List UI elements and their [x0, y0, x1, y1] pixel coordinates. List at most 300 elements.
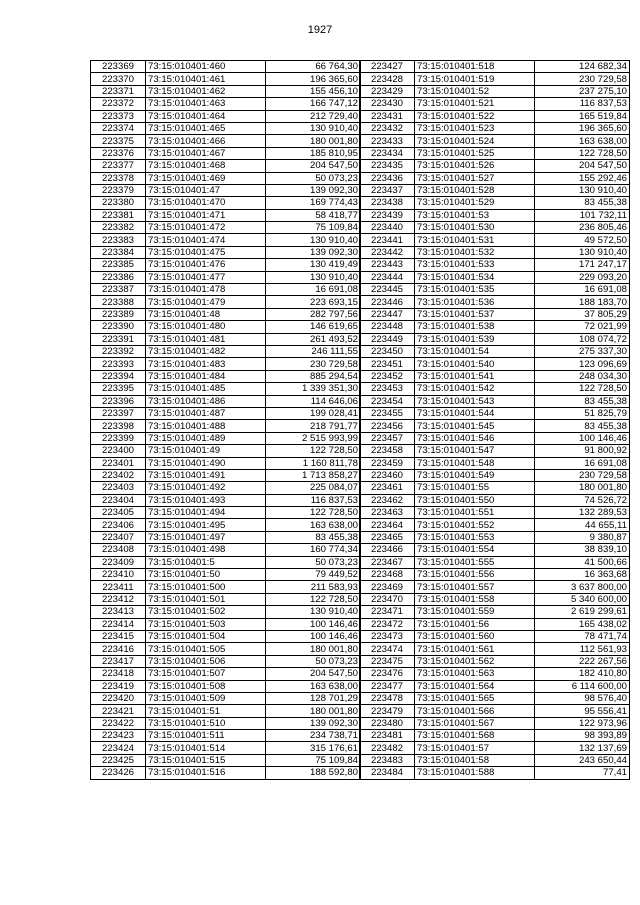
- cadastral-number-cell: 73:15:010401:460: [146, 61, 266, 73]
- table-row: [91, 432, 361, 444]
- cadastral-number-cell: 73:15:010401:55: [415, 482, 535, 494]
- table-row: [360, 61, 630, 73]
- table-row: [91, 234, 361, 246]
- value-cell: 38 839,10: [535, 544, 630, 556]
- record-number-cell: 223370: [91, 73, 146, 85]
- table-row: [360, 581, 630, 593]
- value-cell: 180 001,80: [535, 482, 630, 494]
- table-row: [360, 407, 630, 419]
- table-row: [91, 308, 361, 320]
- cadastral-number-cell: 73:15:010401:504: [146, 630, 266, 642]
- cadastral-number-cell: 73:15:010401:501: [146, 593, 266, 605]
- record-number-cell: 223437: [360, 184, 415, 196]
- record-number-cell: 223414: [91, 618, 146, 630]
- table-row: [360, 172, 630, 184]
- cadastral-number-cell: 73:15:010401:54: [415, 345, 535, 357]
- table-row: [360, 135, 630, 147]
- cadastral-number-cell: 73:15:010401:509: [146, 692, 266, 704]
- value-cell: 130 910,40: [266, 606, 361, 618]
- table-row: [360, 556, 630, 568]
- cadastral-number-cell: 73:15:010401:49: [146, 445, 266, 457]
- table-row: [360, 482, 630, 494]
- record-number-cell: 223481: [360, 730, 415, 742]
- table-row: [91, 655, 361, 667]
- record-number-cell: 223466: [360, 544, 415, 556]
- cadastral-number-cell: 73:15:010401:588: [415, 767, 535, 779]
- value-cell: 139 092,30: [266, 717, 361, 729]
- cadastral-number-cell: 73:15:010401:533: [415, 259, 535, 271]
- record-number-cell: 223455: [360, 407, 415, 419]
- cadastral-number-cell: 73:15:010401:492: [146, 482, 266, 494]
- table-row: [360, 593, 630, 605]
- value-cell: 139 092,30: [266, 184, 361, 196]
- table-row: [91, 593, 361, 605]
- value-cell: 188 183,70: [535, 296, 630, 308]
- value-cell: 188 592,80: [266, 767, 361, 779]
- record-number-cell: 223470: [360, 593, 415, 605]
- cadastral-number-cell: 73:15:010401:524: [415, 135, 535, 147]
- value-cell: 160 774,34: [266, 544, 361, 556]
- record-number-cell: 223387: [91, 284, 146, 296]
- value-cell: 2 619 299,61: [535, 606, 630, 618]
- cadastral-number-cell: 73:15:010401:485: [146, 383, 266, 395]
- value-cell: 100 146,46: [535, 432, 630, 444]
- cadastral-number-cell: 73:15:010401:467: [146, 147, 266, 159]
- cadastral-number-cell: 73:15:010401:497: [146, 531, 266, 543]
- record-number-cell: 223396: [91, 395, 146, 407]
- table-row: [91, 147, 361, 159]
- record-number-cell: 223372: [91, 98, 146, 110]
- value-cell: 122 728,50: [266, 507, 361, 519]
- cadastral-number-cell: 73:15:010401:475: [146, 246, 266, 258]
- cadastral-number-cell: 73:15:010401:518: [415, 61, 535, 73]
- value-cell: 91 800,92: [535, 445, 630, 457]
- table-row: [360, 160, 630, 172]
- record-number-cell: 223457: [360, 432, 415, 444]
- value-cell: 37 805,29: [535, 308, 630, 320]
- record-number-cell: 223471: [360, 606, 415, 618]
- table-row: [91, 358, 361, 370]
- value-cell: 83 455,38: [535, 395, 630, 407]
- record-number-cell: 223423: [91, 730, 146, 742]
- cadastral-number-cell: 73:15:010401:505: [146, 643, 266, 655]
- cadastral-number-cell: 73:15:010401:477: [146, 271, 266, 283]
- value-cell: 122 728,50: [266, 593, 361, 605]
- table-row: [360, 345, 630, 357]
- cadastral-number-cell: 73:15:010401:537: [415, 308, 535, 320]
- table-row: [91, 544, 361, 556]
- table-row: [360, 469, 630, 481]
- value-cell: 130 910,40: [535, 246, 630, 258]
- value-cell: 229 093,20: [535, 271, 630, 283]
- table-row: [360, 445, 630, 457]
- value-cell: 78 471,74: [535, 630, 630, 642]
- table-row: [360, 668, 630, 680]
- value-cell: 79 449,52: [266, 569, 361, 581]
- value-cell: 180 001,80: [266, 135, 361, 147]
- cadastral-number-cell: 73:15:010401:551: [415, 507, 535, 519]
- value-cell: 212 729,40: [266, 110, 361, 122]
- table-row: [360, 630, 630, 642]
- cadastral-number-cell: 73:15:010401:567: [415, 717, 535, 729]
- value-cell: 211 583,93: [266, 581, 361, 593]
- record-number-cell: 223424: [91, 742, 146, 754]
- record-number-cell: 223418: [91, 668, 146, 680]
- cadastral-number-cell: 73:15:010401:540: [415, 358, 535, 370]
- cadastral-number-cell: 73:15:010401:559: [415, 606, 535, 618]
- value-cell: 122 728,50: [266, 445, 361, 457]
- record-number-cell: 223409: [91, 556, 146, 568]
- record-number-cell: 223478: [360, 692, 415, 704]
- value-cell: 3 637 800,00: [535, 581, 630, 593]
- table-row: [360, 222, 630, 234]
- value-cell: 139 092,30: [266, 246, 361, 258]
- value-cell: 237 275,10: [535, 85, 630, 97]
- value-cell: 132 137,69: [535, 742, 630, 754]
- cadastral-number-cell: 73:15:010401:502: [146, 606, 266, 618]
- cadastral-number-cell: 73:15:010401:490: [146, 457, 266, 469]
- value-cell: 122 728,50: [535, 383, 630, 395]
- cadastral-number-cell: 73:15:010401:51: [146, 705, 266, 717]
- record-number-cell: 223395: [91, 383, 146, 395]
- table-row: [91, 767, 361, 779]
- cadastral-number-cell: 73:15:010401:498: [146, 544, 266, 556]
- cadastral-number-cell: 73:15:010401:508: [146, 680, 266, 692]
- table-row: [91, 61, 361, 73]
- record-number-cell: 223429: [360, 85, 415, 97]
- table-row: [91, 457, 361, 469]
- record-number-cell: 223375: [91, 135, 146, 147]
- record-number-cell: 223447: [360, 308, 415, 320]
- value-cell: 5 340 600,00: [535, 593, 630, 605]
- cadastral-number-cell: 73:15:010401:564: [415, 680, 535, 692]
- table-body-right: [360, 61, 630, 780]
- value-cell: 130 910,40: [266, 234, 361, 246]
- record-number-cell: 223385: [91, 259, 146, 271]
- cadastral-number-cell: 73:15:010401:472: [146, 222, 266, 234]
- value-cell: 130 419,49: [266, 259, 361, 271]
- table-row: [360, 383, 630, 395]
- record-number-cell: 223425: [91, 754, 146, 766]
- record-number-cell: 223371: [91, 85, 146, 97]
- cadastral-number-cell: 73:15:010401:462: [146, 85, 266, 97]
- value-cell: 248 034,30: [535, 370, 630, 382]
- cadastral-number-cell: 73:15:010401:468: [146, 160, 266, 172]
- cadastral-number-cell: 73:15:010401:510: [146, 717, 266, 729]
- value-cell: 146 619,65: [266, 321, 361, 333]
- table-row: [91, 197, 361, 209]
- record-number-cell: 223399: [91, 432, 146, 444]
- record-number-cell: 223445: [360, 284, 415, 296]
- record-number-cell: 223427: [360, 61, 415, 73]
- table-row: [360, 395, 630, 407]
- value-cell: 50 073,23: [266, 172, 361, 184]
- value-cell: 163 638,00: [266, 680, 361, 692]
- cadastral-table-right: [359, 60, 630, 780]
- cadastral-number-cell: 73:15:010401:50: [146, 569, 266, 581]
- cadastral-number-cell: 73:15:010401:568: [415, 730, 535, 742]
- cadastral-number-cell: 73:15:010401:480: [146, 321, 266, 333]
- cadastral-number-cell: 73:15:010401:56: [415, 618, 535, 630]
- cadastral-number-cell: 73:15:010401:500: [146, 581, 266, 593]
- table-row: [360, 308, 630, 320]
- table-row: [91, 494, 361, 506]
- table-row: [91, 606, 361, 618]
- cadastral-number-cell: 73:15:010401:495: [146, 519, 266, 531]
- table-row: [360, 606, 630, 618]
- cadastral-number-cell: 73:15:010401:479: [146, 296, 266, 308]
- cadastral-number-cell: 73:15:010401:506: [146, 655, 266, 667]
- value-cell: 230 729,58: [266, 358, 361, 370]
- value-cell: 171 247,17: [535, 259, 630, 271]
- record-number-cell: 223400: [91, 445, 146, 457]
- cadastral-number-cell: 73:15:010401:541: [415, 370, 535, 382]
- record-number-cell: 223442: [360, 246, 415, 258]
- cadastral-number-cell: 73:15:010401:469: [146, 172, 266, 184]
- record-number-cell: 223420: [91, 692, 146, 704]
- table-row: [360, 717, 630, 729]
- cadastral-number-cell: 73:15:010401:476: [146, 259, 266, 271]
- value-cell: 51 825,79: [535, 407, 630, 419]
- record-number-cell: 223405: [91, 507, 146, 519]
- cadastral-number-cell: 73:15:010401:507: [146, 668, 266, 680]
- cadastral-number-cell: 73:15:010401:548: [415, 457, 535, 469]
- table-row: [360, 692, 630, 704]
- table-row: [360, 259, 630, 271]
- record-number-cell: 223462: [360, 494, 415, 506]
- cadastral-number-cell: 73:15:010401:474: [146, 234, 266, 246]
- value-cell: 128 701,29: [266, 692, 361, 704]
- cadastral-number-cell: 73:15:010401:522: [415, 110, 535, 122]
- value-cell: 16 363,68: [535, 569, 630, 581]
- record-number-cell: 223444: [360, 271, 415, 283]
- record-number-cell: 223376: [91, 147, 146, 159]
- value-cell: 230 729,58: [535, 73, 630, 85]
- table-row: [91, 420, 361, 432]
- record-number-cell: 223482: [360, 742, 415, 754]
- record-number-cell: 223378: [91, 172, 146, 184]
- record-number-cell: 223440: [360, 222, 415, 234]
- value-cell: 1 160 811,78: [266, 457, 361, 469]
- record-number-cell: 223392: [91, 345, 146, 357]
- cadastral-number-cell: 73:15:010401:489: [146, 432, 266, 444]
- record-number-cell: 223411: [91, 581, 146, 593]
- table-row: [91, 383, 361, 395]
- record-number-cell: 223460: [360, 469, 415, 481]
- value-cell: 130 910,40: [266, 271, 361, 283]
- table-row: [91, 321, 361, 333]
- value-cell: 83 455,38: [535, 420, 630, 432]
- record-number-cell: 223464: [360, 519, 415, 531]
- table-row: [360, 110, 630, 122]
- record-number-cell: 223384: [91, 246, 146, 258]
- record-number-cell: 223451: [360, 358, 415, 370]
- table-body-left: [91, 61, 361, 780]
- table-row: [91, 222, 361, 234]
- cadastral-number-cell: 73:15:010401:528: [415, 184, 535, 196]
- table-row: [360, 73, 630, 85]
- record-number-cell: 223472: [360, 618, 415, 630]
- table-row: [91, 122, 361, 134]
- record-number-cell: 223401: [91, 457, 146, 469]
- cadastral-number-cell: 73:15:010401:527: [415, 172, 535, 184]
- value-cell: 98 393,89: [535, 730, 630, 742]
- value-cell: 180 001,80: [266, 705, 361, 717]
- record-number-cell: 223383: [91, 234, 146, 246]
- record-number-cell: 223407: [91, 531, 146, 543]
- table-row: [360, 754, 630, 766]
- record-number-cell: 223422: [91, 717, 146, 729]
- record-number-cell: 223404: [91, 494, 146, 506]
- table-row: [360, 420, 630, 432]
- cadastral-number-cell: 73:15:010401:52: [415, 85, 535, 97]
- table-row: [360, 296, 630, 308]
- record-number-cell: 223403: [91, 482, 146, 494]
- cadastral-number-cell: 73:15:010401:487: [146, 407, 266, 419]
- table-row: [360, 85, 630, 97]
- value-cell: 204 547,50: [535, 160, 630, 172]
- cadastral-number-cell: 73:15:010401:547: [415, 445, 535, 457]
- record-number-cell: 223458: [360, 445, 415, 457]
- value-cell: 246 111,55: [266, 345, 361, 357]
- record-number-cell: 223428: [360, 73, 415, 85]
- table-row: [91, 531, 361, 543]
- record-number-cell: 223410: [91, 569, 146, 581]
- record-number-cell: 223473: [360, 630, 415, 642]
- table-row: [360, 544, 630, 556]
- table-row: [91, 271, 361, 283]
- record-number-cell: 223434: [360, 147, 415, 159]
- value-cell: 16 691,08: [535, 284, 630, 296]
- table-row: [91, 581, 361, 593]
- table-row: [91, 717, 361, 729]
- record-number-cell: 223419: [91, 680, 146, 692]
- table-row: [360, 209, 630, 221]
- value-cell: 74 526,72: [535, 494, 630, 506]
- record-number-cell: 223379: [91, 184, 146, 196]
- cadastral-number-cell: 73:15:010401:536: [415, 296, 535, 308]
- record-number-cell: 223416: [91, 643, 146, 655]
- table-row: [360, 432, 630, 444]
- cadastral-number-cell: 73:15:010401:47: [146, 184, 266, 196]
- table-row: [360, 730, 630, 742]
- record-number-cell: 223436: [360, 172, 415, 184]
- record-number-cell: 223426: [91, 767, 146, 779]
- table-row: [91, 630, 361, 642]
- value-cell: 41 500,66: [535, 556, 630, 568]
- value-cell: 98 576,40: [535, 692, 630, 704]
- value-cell: 163 638,00: [266, 519, 361, 531]
- table-row: [360, 370, 630, 382]
- value-cell: 275 337,30: [535, 345, 630, 357]
- table-row: [360, 122, 630, 134]
- cadastral-number-cell: 73:15:010401:463: [146, 98, 266, 110]
- value-cell: 50 073,23: [266, 556, 361, 568]
- cadastral-number-cell: 73:15:010401:565: [415, 692, 535, 704]
- table-row: [360, 680, 630, 692]
- table-row: [91, 73, 361, 85]
- record-number-cell: 223452: [360, 370, 415, 382]
- cadastral-number-cell: 73:15:010401:532: [415, 246, 535, 258]
- value-cell: 223 693,15: [266, 296, 361, 308]
- cadastral-number-cell: 73:15:010401:562: [415, 655, 535, 667]
- table-row: [91, 519, 361, 531]
- table-row: [91, 333, 361, 345]
- table-row: [360, 655, 630, 667]
- value-cell: 49 572,50: [535, 234, 630, 246]
- value-cell: 166 747,12: [266, 98, 361, 110]
- table-row: [91, 370, 361, 382]
- value-cell: 165 438,02: [535, 618, 630, 630]
- cadastral-number-cell: 73:15:010401:488: [146, 420, 266, 432]
- value-cell: 44 655,11: [535, 519, 630, 531]
- table-row: [91, 742, 361, 754]
- record-number-cell: 223432: [360, 122, 415, 134]
- table-row: [91, 296, 361, 308]
- table-row: [360, 519, 630, 531]
- table-row: [91, 680, 361, 692]
- cadastral-number-cell: 73:15:010401:478: [146, 284, 266, 296]
- value-cell: 72 021,99: [535, 321, 630, 333]
- record-number-cell: 223397: [91, 407, 146, 419]
- cadastral-number-cell: 73:15:010401:554: [415, 544, 535, 556]
- table-row: [360, 246, 630, 258]
- record-number-cell: 223381: [91, 209, 146, 221]
- record-number-cell: 223408: [91, 544, 146, 556]
- record-number-cell: 223459: [360, 457, 415, 469]
- value-cell: 230 729,58: [535, 469, 630, 481]
- record-number-cell: 223463: [360, 507, 415, 519]
- table-row: [360, 767, 630, 779]
- record-number-cell: 223456: [360, 420, 415, 432]
- value-cell: 122 973,96: [535, 717, 630, 729]
- cadastral-number-cell: 73:15:010401:470: [146, 197, 266, 209]
- cadastral-number-cell: 73:15:010401:53: [415, 209, 535, 221]
- value-cell: 66 764,30: [266, 61, 361, 73]
- value-cell: 1 339 351,30: [266, 383, 361, 395]
- record-number-cell: 223394: [91, 370, 146, 382]
- cadastral-number-cell: 73:15:010401:560: [415, 630, 535, 642]
- cadastral-number-cell: 73:15:010401:493: [146, 494, 266, 506]
- record-number-cell: 223450: [360, 345, 415, 357]
- record-number-cell: 223475: [360, 655, 415, 667]
- value-cell: 123 096,69: [535, 358, 630, 370]
- record-number-cell: 223483: [360, 754, 415, 766]
- record-number-cell: 223465: [360, 531, 415, 543]
- cadastral-number-cell: 73:15:010401:483: [146, 358, 266, 370]
- record-number-cell: 223388: [91, 296, 146, 308]
- table-row: [360, 457, 630, 469]
- cadastral-number-cell: 73:15:010401:530: [415, 222, 535, 234]
- record-number-cell: 223415: [91, 630, 146, 642]
- value-cell: 204 547,50: [266, 668, 361, 680]
- value-cell: 101 732,11: [535, 209, 630, 221]
- cadastral-number-cell: 73:15:010401:543: [415, 395, 535, 407]
- table-row: [360, 197, 630, 209]
- cadastral-number-cell: 73:15:010401:555: [415, 556, 535, 568]
- cadastral-number-cell: 73:15:010401:558: [415, 593, 535, 605]
- value-cell: 2 515 993,99: [266, 432, 361, 444]
- record-number-cell: 223430: [360, 98, 415, 110]
- cadastral-number-cell: 73:15:010401:491: [146, 469, 266, 481]
- value-cell: 114 646,06: [266, 395, 361, 407]
- cadastral-number-cell: 73:15:010401:538: [415, 321, 535, 333]
- value-cell: 100 146,46: [266, 618, 361, 630]
- value-cell: 185 810,95: [266, 147, 361, 159]
- table-row: [360, 569, 630, 581]
- table-row: [91, 98, 361, 110]
- record-number-cell: 223421: [91, 705, 146, 717]
